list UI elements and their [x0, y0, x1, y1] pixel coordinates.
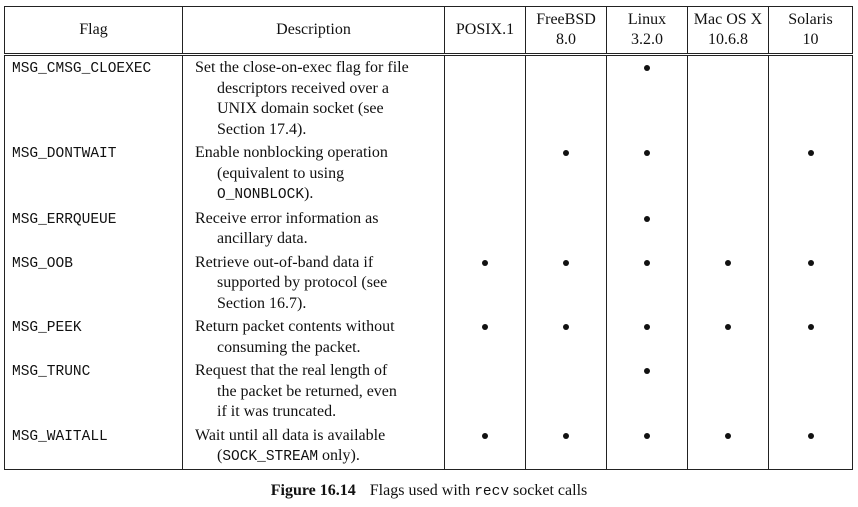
- supported-bullet-icon: [644, 324, 650, 330]
- table-row: [5, 424, 853, 470]
- flag-name: MSG_OOB: [5, 251, 183, 316]
- supported-bullet-icon: [725, 324, 731, 330]
- support-cell-solaris: [769, 424, 853, 470]
- description-line: Return packet contents without: [195, 318, 395, 335]
- flag-description: [183, 424, 445, 470]
- description-line: if it was truncated.: [217, 403, 337, 420]
- table-row: [5, 55, 853, 142]
- table-row: [5, 251, 853, 316]
- supported-bullet-icon: [563, 150, 569, 156]
- table-row: [5, 207, 853, 251]
- caption-text-before: Flags used with: [369, 482, 471, 499]
- flag-description: [183, 141, 445, 207]
- support-cell-macos: [688, 424, 769, 470]
- header-line: POSIX.1: [455, 21, 515, 38]
- supported-bullet-icon: [563, 260, 569, 266]
- description-line: (equivalent to using: [217, 164, 345, 182]
- description-line: Section 17.4).: [217, 120, 307, 138]
- supported-bullet-icon: [808, 260, 814, 266]
- support-cell-posix: [445, 141, 526, 207]
- support-cell-linux: [607, 315, 688, 359]
- flag-description: [183, 55, 445, 142]
- caption-text-after: socket calls: [513, 482, 588, 499]
- description-line: Receive error information as: [195, 209, 379, 227]
- flag-name: MSG_CMSG_CLOEXEC: [5, 55, 183, 142]
- flag-description: [183, 359, 445, 424]
- support-cell-linux: [607, 424, 688, 470]
- support-cell-macos: [688, 315, 769, 359]
- support-cell-solaris: [769, 251, 853, 316]
- supported-bullet-icon: [482, 260, 488, 266]
- support-cell-solaris: [769, 141, 853, 207]
- figure-label: Figure 16.14: [270, 482, 356, 499]
- supported-bullet-icon: [808, 324, 814, 330]
- supported-bullet-icon: [644, 65, 650, 71]
- description-line: descriptors received over a: [217, 79, 389, 97]
- support-cell-solaris: [769, 55, 853, 142]
- description-line: the packet be returned, even: [217, 382, 397, 400]
- header-posix: [445, 7, 526, 55]
- supported-bullet-icon: [644, 433, 650, 439]
- flag-name: MSG_ERRQUEUE: [5, 207, 183, 251]
- header-macos: [688, 7, 769, 55]
- description-line: UNIX domain socket (see: [217, 100, 384, 117]
- support-cell-freebsd: [526, 251, 607, 316]
- supported-bullet-icon: [482, 433, 488, 439]
- supported-bullet-icon: [563, 324, 569, 330]
- header-version: 10: [802, 31, 819, 48]
- support-cell-macos: [688, 141, 769, 207]
- supported-bullet-icon: [644, 150, 650, 156]
- support-cell-freebsd: [526, 207, 607, 251]
- header-line: Mac OS X: [693, 11, 763, 28]
- header-linux: [607, 7, 688, 55]
- support-cell-macos: [688, 55, 769, 142]
- header-line: Solaris: [788, 11, 833, 28]
- support-cell-linux: [607, 55, 688, 142]
- supported-bullet-icon: [725, 260, 731, 266]
- description-line: Wait until all data is available: [195, 426, 386, 444]
- description-line: Retrieve out-of-band data if: [195, 253, 374, 271]
- flags-table-container: [4, 6, 853, 470]
- description-line: Set the close-on-exec flag for file: [195, 59, 409, 76]
- table-row: [5, 315, 853, 359]
- header-freebsd: [526, 7, 607, 55]
- support-cell-solaris: [769, 315, 853, 359]
- supported-bullet-icon: [808, 433, 814, 439]
- header-version: 10.6.8: [708, 31, 748, 48]
- table-header-row: [5, 7, 853, 55]
- supported-bullet-icon: [644, 260, 650, 266]
- supported-bullet-icon: [563, 433, 569, 439]
- flag-name: MSG_DONTWAIT: [5, 141, 183, 207]
- support-cell-posix: [445, 315, 526, 359]
- description-line: (SOCK_STREAM only).: [217, 447, 360, 465]
- supported-bullet-icon: [725, 433, 731, 439]
- table-body: [5, 55, 853, 470]
- support-cell-posix: [445, 207, 526, 251]
- support-cell-solaris: [769, 359, 853, 424]
- description-line: ancillary data.: [217, 230, 308, 247]
- header-flag: [5, 7, 183, 55]
- support-cell-freebsd: [526, 315, 607, 359]
- support-cell-posix: [445, 359, 526, 424]
- header-version: 3.2.0: [631, 31, 663, 48]
- flag-description: [183, 315, 445, 359]
- supported-bullet-icon: [808, 150, 814, 156]
- description-line: Section 16.7).: [217, 294, 307, 312]
- header-line: FreeBSD: [536, 11, 596, 28]
- flag-name: MSG_TRUNC: [5, 359, 183, 424]
- description-line: consuming the packet.: [217, 338, 361, 356]
- flag-name: MSG_WAITALL: [5, 424, 183, 470]
- support-cell-freebsd: [526, 359, 607, 424]
- support-cell-linux: [607, 207, 688, 251]
- supported-bullet-icon: [482, 324, 488, 330]
- figure-caption: [0, 481, 858, 502]
- support-cell-linux: [607, 141, 688, 207]
- flag-description: [183, 207, 445, 251]
- supported-bullet-icon: [644, 216, 650, 222]
- support-cell-freebsd: [526, 424, 607, 470]
- flag-description: [183, 251, 445, 316]
- header-solaris: [769, 7, 853, 55]
- description-line: Request that the real length of: [195, 362, 388, 379]
- header-line: Flag: [79, 21, 108, 38]
- support-cell-linux: [607, 359, 688, 424]
- description-line: Enable nonblocking operation: [195, 144, 388, 161]
- caption-code: recv: [474, 484, 510, 500]
- support-cell-macos: [688, 207, 769, 251]
- support-cell-linux: [607, 251, 688, 316]
- flag-name: MSG_PEEK: [5, 315, 183, 359]
- support-cell-freebsd: [526, 55, 607, 142]
- table-row: [5, 141, 853, 207]
- header-line: Linux: [627, 11, 667, 28]
- header-description: [183, 7, 445, 55]
- support-cell-posix: [445, 424, 526, 470]
- header-version: 8.0: [556, 31, 576, 48]
- support-cell-solaris: [769, 207, 853, 251]
- supported-bullet-icon: [644, 368, 650, 374]
- recv-flags-table: [4, 6, 853, 470]
- description-line: supported by protocol (see: [217, 274, 388, 291]
- support-cell-freebsd: [526, 141, 607, 207]
- support-cell-macos: [688, 251, 769, 316]
- description-line: O_NONBLOCK).: [217, 185, 314, 203]
- header-line: Description: [276, 21, 351, 38]
- support-cell-macos: [688, 359, 769, 424]
- table-row: [5, 359, 853, 424]
- inline-code: SOCK_STREAM: [222, 449, 319, 465]
- inline-code: O_NONBLOCK: [217, 187, 305, 203]
- support-cell-posix: [445, 55, 526, 142]
- support-cell-posix: [445, 251, 526, 316]
